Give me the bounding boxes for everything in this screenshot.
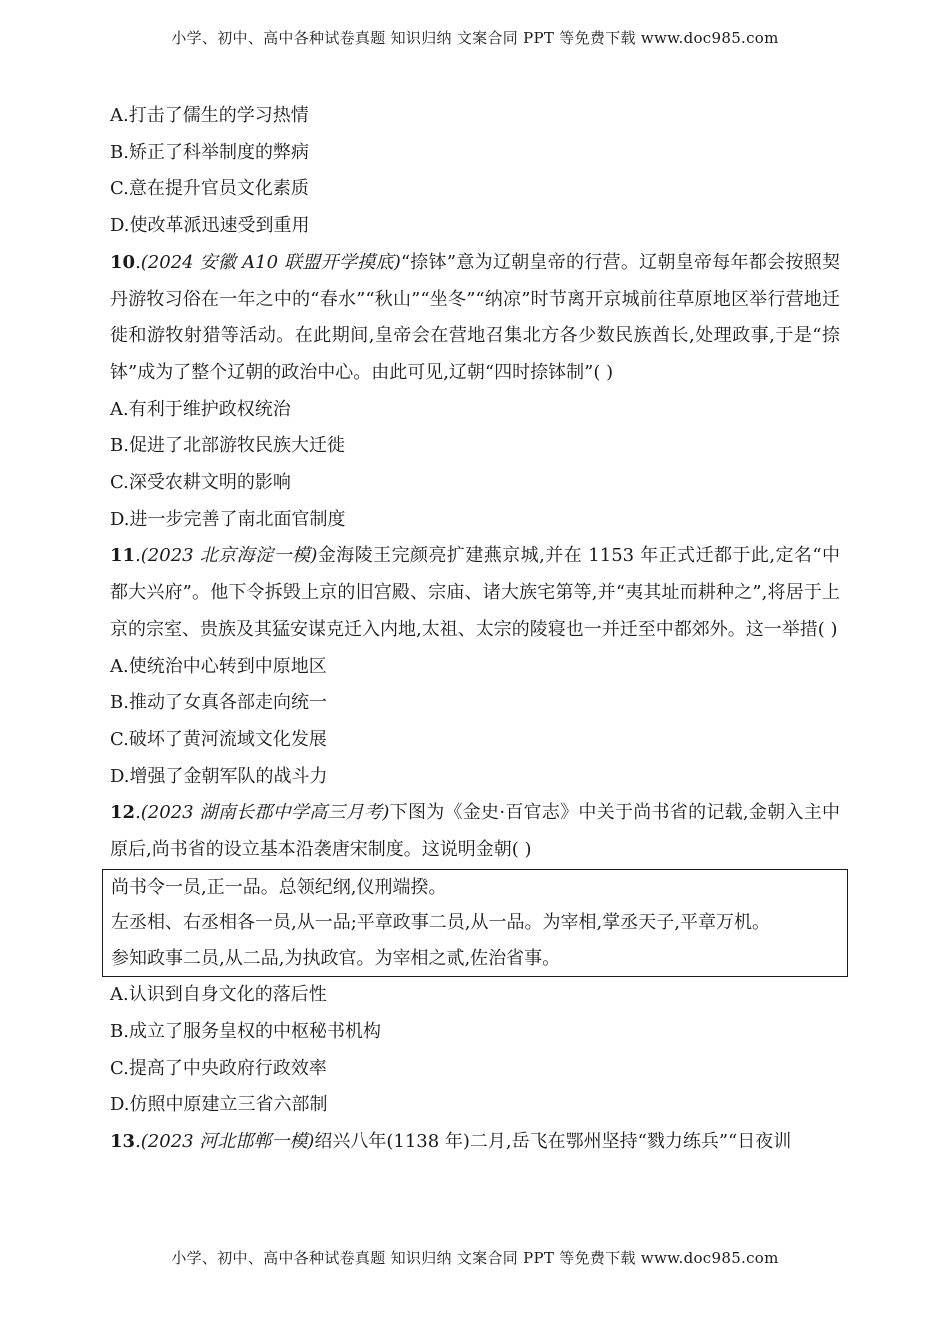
q9-option-c: C.意在提升官员文化素质 <box>110 178 309 200</box>
question-13-stem <box>110 1124 840 1161</box>
q12-text: 下图为《金史·百官志》中关于尚书省的记载,金朝入主中原后,尚书省的设立基本沿袭唐宋制度。这说明金朝( ) <box>110 802 840 861</box>
question-10-stem <box>110 245 840 392</box>
q10-option-b: B.促进了北部游牧民族大迁徙 <box>110 435 345 457</box>
q10-number: 10 <box>110 251 136 273</box>
q11-option-a: A.使统治中心转到中原地区 <box>110 655 327 677</box>
q11-option-c: C.破坏了黄河流域文化发展 <box>110 728 327 750</box>
question-11-stem <box>110 538 840 648</box>
q12-option-b: B.成立了服务皇权的中枢秘书机构 <box>110 1020 381 1042</box>
q12-box-line-3: 参知政事二员,从二品,为执政官。为宰相之贰,佐治省事。 <box>111 947 561 969</box>
q12-option-d: D.仿照中原建立三省六部制 <box>110 1094 328 1116</box>
page-footer: 小学、初中、高中各种试卷真题 知识归纳 文案合同 PPT 等免费下载 www.doc985.com <box>171 1249 779 1267</box>
q10-option-d: D.进一步完善了南北面官制度 <box>110 508 346 530</box>
question-9-options <box>110 98 840 245</box>
q12-option-c: C.提高了中央政府行政效率 <box>110 1057 327 1079</box>
question-12-stem <box>110 795 840 868</box>
q11-text: 金海陵王完颜亮扩建燕京城,并在 1153 年正式迁都于此,定名“中都大兴府”。他下令拆毁上京的旧宫殿、宗庙、诸大族宅第等,并“夷其址而耕种之”,将居于上京的宗室、贵族及其猛安谋克迁入内地,太祖、太宗的陵寝也一并迁至中都郊外。这一举措( ) <box>110 545 840 640</box>
q12-box-line-1: 尚书令一员,正一品。总领纪纲,仪刑端揆。 <box>111 876 447 898</box>
q12-quote-box <box>102 869 848 978</box>
q10-text: “捺钵”意为辽朝皇帝的行营。辽朝皇帝每年都会按照契丹游牧习俗在一年之中的“春水”“秋山”“坐冬”“纳凉”时节离开京城前往草原地区举行营地迁徙和游牧射猎等活动。在此期间,皇帝会在营地召集北方各少数民族酋长,处理政事,于是“捺钵”成为了整个辽朝的政治中心。由此可见,辽朝“四时捺钵制”( ) <box>110 251 840 383</box>
q12-number: 12 <box>110 802 136 824</box>
q10-option-c: C.深受农耕文明的影响 <box>110 472 291 494</box>
q13-source: .(2023 河北邯郸一模) <box>135 1131 315 1153</box>
q12-option-a: A.认识到自身文化的落后性 <box>110 984 327 1006</box>
q11-option-b: B.推动了女真各部走向统一 <box>110 692 327 714</box>
q11-source: .(2023 北京海淀一模) <box>135 545 318 567</box>
q9-option-a: A.打击了儒生的学习热情 <box>110 105 309 126</box>
q13-text: 绍兴八年(1138 年)二月,岳飞在鄂州坚持“戮力练兵”“日夜训 <box>314 1131 792 1153</box>
q9-option-d: D.使改革派迅速受到重用 <box>110 215 310 237</box>
q10-source: .(2024 安徽 A10 联盟开学摸底) <box>135 251 401 273</box>
document-body <box>110 98 840 1161</box>
q12-box-line-2: 左丞相、右丞相各一员,从一品;平章政事二员,从一品。为宰相,掌丞天子,平章万机。 <box>111 912 770 934</box>
q13-number: 13 <box>110 1131 136 1153</box>
q10-option-a: A.有利于维护政权统治 <box>110 398 291 420</box>
q11-option-d: D.增强了金朝军队的战斗力 <box>110 765 328 787</box>
q11-number: 11 <box>110 545 136 567</box>
page-header: 小学、初中、高中各种试卷真题 知识归纳 文案合同 PPT 等免费下载 www.doc985.com <box>171 29 779 47</box>
q12-source: .(2023 湖南长郡中学高三月考) <box>135 802 390 824</box>
q9-option-b: B.矫正了科举制度的弊病 <box>110 141 309 163</box>
